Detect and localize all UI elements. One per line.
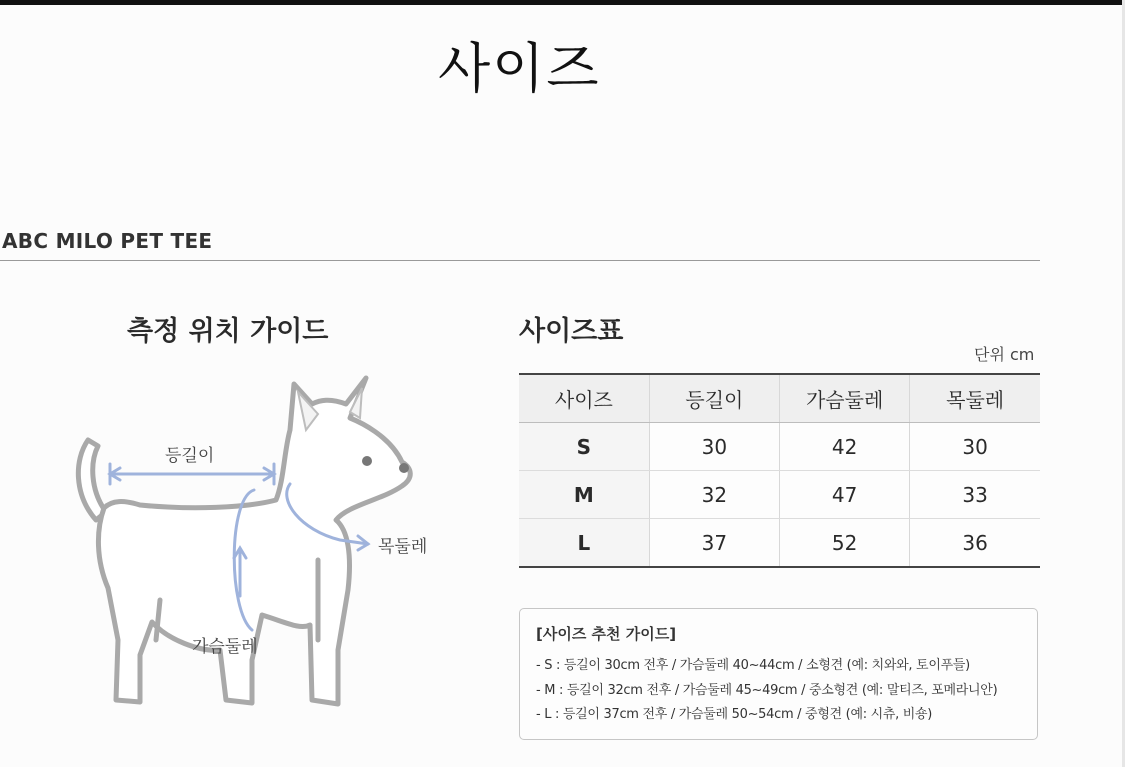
header-size: 사이즈 <box>519 374 649 423</box>
header-neck: 목둘레 <box>910 374 1040 423</box>
size-cell: S <box>519 423 649 471</box>
chest-cell: 47 <box>780 471 910 519</box>
dog-nose <box>399 463 409 473</box>
table-row <box>519 519 1040 568</box>
header-back-length: 등길이 <box>649 374 779 423</box>
neck-cell: 36 <box>910 519 1040 568</box>
unit-label: 단위 cm <box>974 345 1035 364</box>
chest-cell: 42 <box>780 423 910 471</box>
size-recommendation-box <box>519 608 1038 740</box>
size-cell: L <box>519 519 649 568</box>
product-name: ABC MILO PET TEE <box>2 229 213 253</box>
size-cell: M <box>519 471 649 519</box>
recommendation-line-m: - M : 등길이 32cm 전후 / 가슴둘레 45~49cm / 중소형견 (예: 말티즈, 포메라니안) <box>536 682 998 698</box>
table-row <box>519 423 1040 471</box>
dog-eye <box>362 456 372 466</box>
size-table <box>519 373 1040 568</box>
recommendation-title: [사이즈 추천 가이드] <box>536 625 677 643</box>
label-chest: 가슴둘레 <box>192 637 258 657</box>
back-length-cell: 30 <box>649 423 779 471</box>
table-row <box>519 471 1040 519</box>
table-header-row <box>519 374 1040 423</box>
top-border <box>0 0 1125 5</box>
page-title: 사이즈 <box>438 37 601 100</box>
header-chest: 가슴둘레 <box>780 374 910 423</box>
neck-cell: 30 <box>910 423 1040 471</box>
label-neck: 목둘레 <box>378 537 428 557</box>
measure-guide-title: 측정 위치 가이드 <box>127 316 329 347</box>
back-length-cell: 37 <box>649 519 779 568</box>
back-length-arrow <box>110 464 274 484</box>
back-length-cell: 32 <box>649 471 779 519</box>
size-chart-title: 사이즈표 <box>519 316 624 347</box>
product-divider <box>0 260 1040 261</box>
recommendation-line-l: - L : 등길이 37cm 전후 / 가슴둘레 50~54cm / 중형견 (예: 시츄, 비숑) <box>536 707 933 722</box>
recommendation-line-s: - S : 등길이 30cm 전후 / 가슴둘레 40~44cm / 소형견 (예: 치와와, 토이푸들) <box>536 658 970 673</box>
label-back-length: 등길이 <box>165 446 215 466</box>
neck-cell: 33 <box>910 471 1040 519</box>
chest-cell: 52 <box>780 519 910 568</box>
